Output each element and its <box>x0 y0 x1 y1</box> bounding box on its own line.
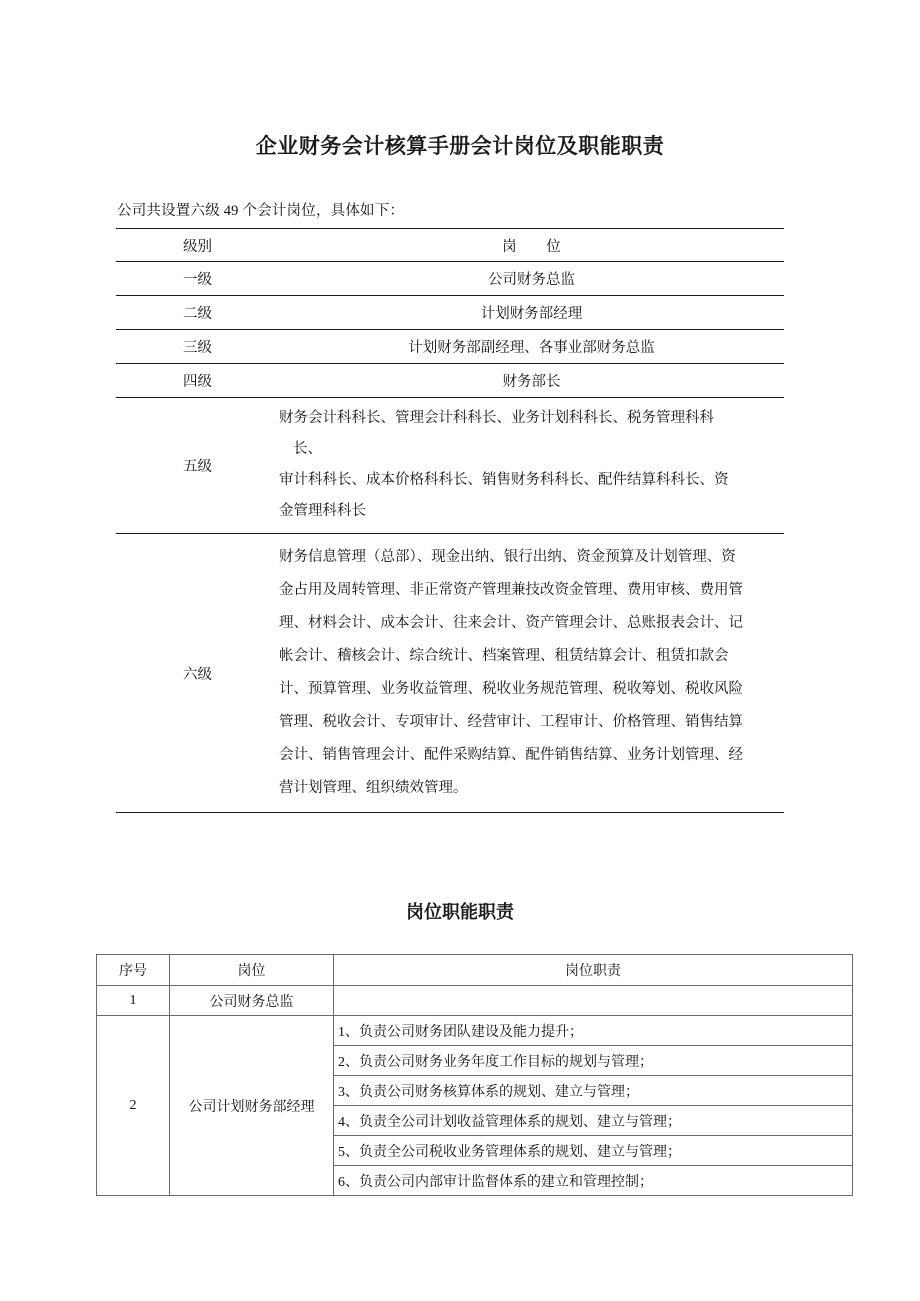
duties-row-1 <box>97 986 853 1016</box>
level-label: 一级 <box>116 262 279 296</box>
levels-row-2 <box>116 296 784 330</box>
level-posts: 财务部长 <box>279 364 784 398</box>
duty-post: 公司计划财务部经理 <box>170 1016 334 1196</box>
duties-header-post: 岗位 <box>170 955 334 986</box>
level-label: 五级 <box>116 398 279 534</box>
section-heading-duties: 岗位职能职责 <box>406 902 514 922</box>
duty-post: 公司财务总监 <box>170 986 334 1016</box>
duty-text: 2、负责公司财务业务年度工作目标的规划与管理； <box>334 1046 853 1076</box>
levels-header-post: 岗 位 <box>279 229 784 262</box>
levels-table <box>116 228 784 813</box>
levels-row-6 <box>116 534 784 813</box>
level-posts-line: 会计、销售管理会计、配件采购结算、配件销售结算、业务计划管理、经 <box>279 747 743 763</box>
duties-table-header-row <box>97 955 853 986</box>
level-posts <box>279 398 784 534</box>
levels-header-level: 级别 <box>116 229 279 262</box>
intro-paragraph: 公司共设置六级 49 个会计岗位，具体如下： <box>117 203 405 219</box>
level-posts <box>279 534 784 813</box>
levels-row-5 <box>116 398 784 534</box>
duty-text: 5、负责全公司税收业务管理体系的规划、建立与管理； <box>334 1136 853 1166</box>
level-label: 三级 <box>116 330 279 364</box>
duty-text: 6、负责公司内部审计监督体系的建立和管理控制； <box>334 1166 853 1196</box>
level-posts-line: 帐会计、稽核会计、综合统计、档案管理、租赁结算会计、租赁扣款会 <box>279 648 729 664</box>
duty-text: 3、负责公司财务核算体系的规划、建立与管理； <box>334 1076 853 1106</box>
duties-header-no: 序号 <box>97 955 170 986</box>
duty-no: 1 <box>97 986 170 1016</box>
duty-no: 2 <box>97 1016 170 1196</box>
levels-row-3 <box>116 330 784 364</box>
level-posts-line: 财务信息管理（总部）、现金出纳、银行出纳、资金预算及计划管理、资 <box>279 549 736 565</box>
level-posts-line: 长、 <box>293 441 322 457</box>
level-posts-line: 计、预算管理、业务收益管理、税收业务规范管理、税收筹划、税收风险 <box>279 681 743 697</box>
duty-text: 4、负责全公司计划收益管理体系的规划、建立与管理； <box>334 1106 853 1136</box>
level-posts: 计划财务部副经理、各事业部财务总监 <box>279 330 784 364</box>
duty-text: 1、负责公司财务团队建设及能力提升； <box>334 1016 853 1046</box>
levels-table-header-row <box>116 229 784 262</box>
duties-table-body <box>97 955 853 1196</box>
level-label: 六级 <box>116 534 279 813</box>
duties-header-duty: 岗位职责 <box>334 955 853 986</box>
levels-row-1 <box>116 262 784 296</box>
level-posts-line: 营计划管理、组织绩效管理。 <box>279 780 468 796</box>
duties-table <box>96 954 853 1196</box>
level-posts: 计划财务部经理 <box>279 296 784 330</box>
level-posts-line: 审计科科长、成本价格科科长、销售财务科科长、配件结算科科长、资 <box>279 472 729 488</box>
duty-text <box>334 986 853 1016</box>
level-posts: 公司财务总监 <box>279 262 784 296</box>
level-posts-line: 理、材料会计、成本会计、往来会计、资产管理会计、总账报表会计、记 <box>279 615 743 631</box>
level-label: 二级 <box>116 296 279 330</box>
level-posts-line: 管理、税收会计、专项审计、经营审计、工程审计、价格管理、销售结算 <box>279 714 743 730</box>
level-label: 四级 <box>116 364 279 398</box>
level-posts-line: 金占用及周转管理、非正常资产管理兼技改资金管理、费用审核、费用管 <box>279 582 743 598</box>
page-title: 企业财务会计核算手册会计岗位及职能职责 <box>255 135 665 158</box>
level-posts-line: 财务会计科科长、管理会计科科长、业务计划科科长、税务管理科科 <box>279 410 714 426</box>
duties-row-2 <box>97 1016 853 1046</box>
levels-table-body <box>116 229 784 813</box>
level-posts-line: 金管理科科长 <box>279 503 366 519</box>
levels-row-4 <box>116 364 784 398</box>
